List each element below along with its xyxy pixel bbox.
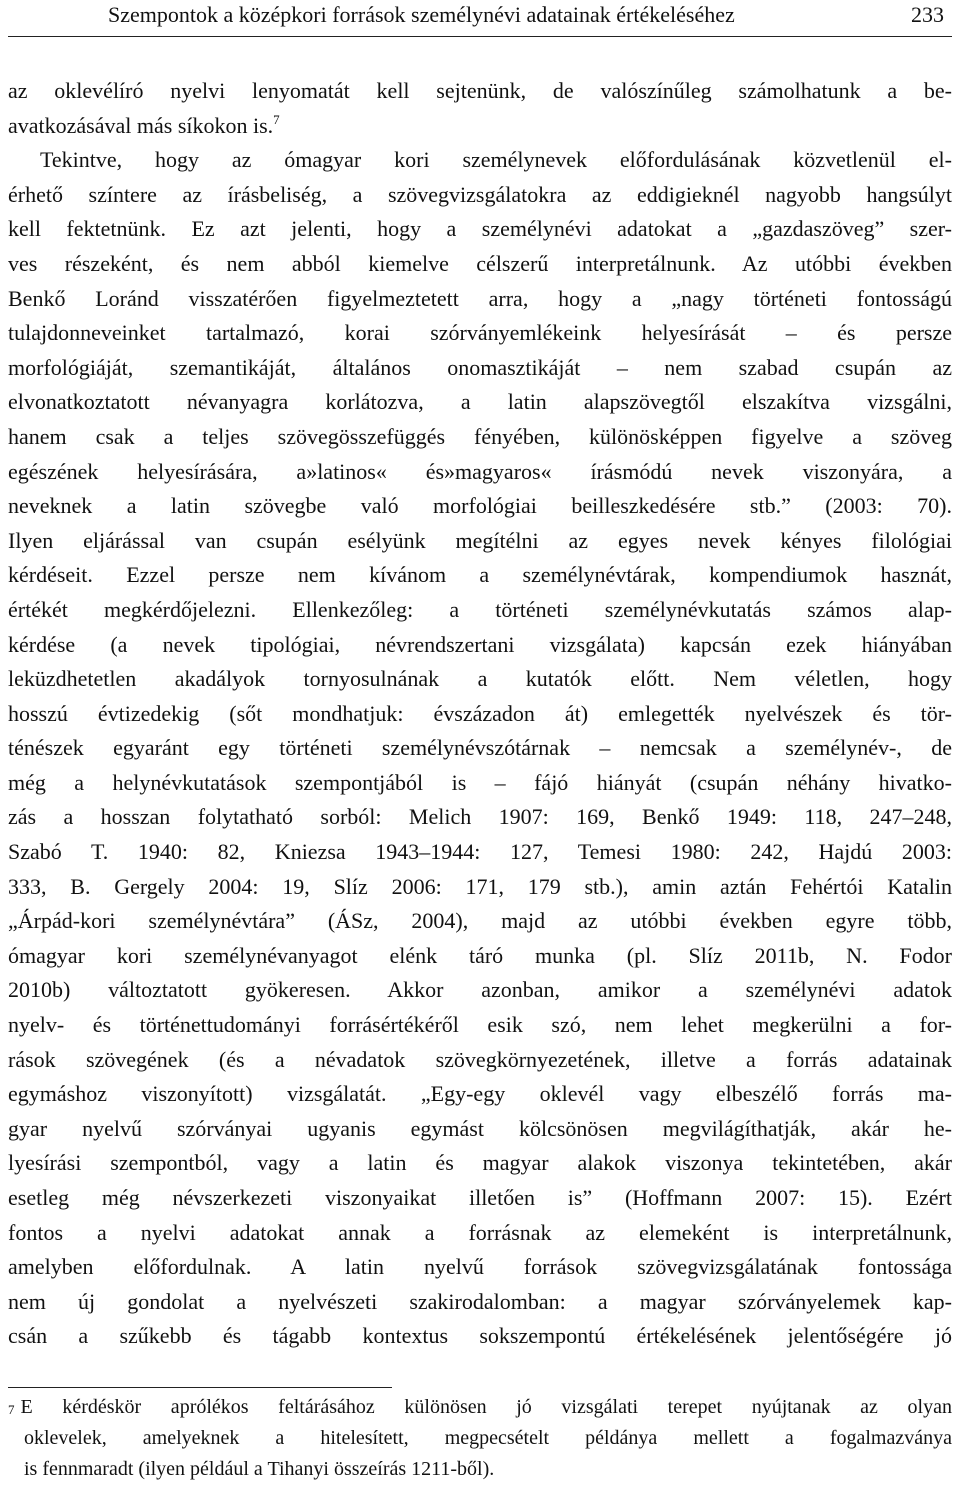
- text-line: gyar nyelvű szórványai ugyanis egymást kölcsönösen megvilágíthatják, akár he-: [8, 1115, 952, 1141]
- running-header: [8, 0, 952, 38]
- footnote-reference: 7: [273, 111, 280, 127]
- text-line: [8, 109, 952, 144]
- text-line: „Árpád-kori személynévtára” (ÁSz, 2004), majd az utóbbi években egyre több,: [8, 908, 952, 934]
- text-line: fontos a nyelvi adatokat annak a forrásnak az elemeként is interpretálnunk,: [8, 1219, 952, 1245]
- text-line: érhető színtere az írásbeliség, a szövegvizsgálatokra az eddigieknél nagyobb hangsúlyt: [8, 181, 952, 207]
- footnote-line: oklevelek, amelyeknek a hitelesített, megpecsételt példánya mellett a fogalmazványa: [24, 1427, 952, 1449]
- footnote-line-content: E kérdéskör aprólékos feltárásához különösen jó vizsgálati terepet nyújtanak az olyan: [20, 1396, 952, 1418]
- text-line: ves részeként, és nem abból kiemelve célszerű interpretálnunk. Az utóbbi években: [8, 250, 952, 276]
- running-title: Szempontok a középkori források személynévi adatainak értékeléséhez: [108, 2, 735, 27]
- text-line: rások szövegének (és a névadatok szövegkörnyezetének, illetve a forrás adatainak: [8, 1046, 952, 1072]
- body-text: [8, 74, 952, 1354]
- text-line: az oklevélíró nyelvi lenyomatát kell sejtenünk, de valószínűleg számolhatunk a be-: [8, 78, 952, 103]
- text-line: kell fektetnünk. Ez azt jelenti, hogy a személynévi adatokat a „gazdaszöveg” szer-: [8, 216, 952, 242]
- text-line: kérdéseit. Ezzel persze nem kívánom a személynévtárak, kompendiumok hasznát,: [8, 562, 952, 588]
- text-line: Tekintve, hogy az ómagyar kori személynevek előfordulásának közvetlenül el-: [40, 147, 952, 173]
- text-line: hanem csak a teljes szövegösszefüggés fényében, különösképpen figyelve a szöveg: [8, 423, 952, 449]
- text-line: zás a hosszan folytatható sorból: Melich 1907: 169, Benkő 1949: 118, 247–248,: [8, 804, 952, 830]
- text-line-content: avatkozásával más síkokon is.: [8, 112, 274, 138]
- header-rule: [8, 36, 952, 37]
- text-line: amelyben előfordulnak. A latin nyelvű források szövegvizsgálatának fontossága: [8, 1254, 952, 1280]
- text-line: 2010b) változtatott gyökeresen. Akkor azonban, amikor a személynévi adatok: [8, 977, 952, 1003]
- text-line: hosszú évtizedekig (sőt mondhatjuk: évszázadon át) emlegették nyelvészek és tör-: [8, 700, 952, 726]
- text-line: nyelv- és történettudományi forrásértékéről esik szó, nem lehet megkerülni a for-: [8, 1012, 952, 1038]
- text-line: elvonatkoztatott névanyagra korlátozva, a latin alapszövegtől elszakítva vizsgálni,: [8, 389, 952, 415]
- text-line: esetleg még névszerkezeti viszonyaikat illetően is” (Hoffmann 2007: 15). Ezért: [8, 1185, 952, 1210]
- page-number: 233: [911, 2, 944, 27]
- text-line: még a helynévkutatások szempontjából is – fájó hiányát (csupán néhány hivatko-: [8, 769, 952, 795]
- footnote-line: is fennmaradt (ilyen például a Tihanyi összeírás 1211-ből).: [24, 1458, 495, 1480]
- text-line: Szabó T. 1940: 82, Kniezsa 1943–1944: 127, Temesi 1980: 242, Hajdú 2003:: [8, 839, 952, 865]
- text-line: egészének helyesírására, a»latinos« és»magyaros« írásmódú nevek viszonyára, a: [8, 458, 952, 484]
- text-line: nem új gondolat a nyelvészeti szakirodalomban: a magyar szórványelemek kap-: [8, 1288, 952, 1314]
- text-line: tulajdonneveinket tartalmazó, korai szórványemlékeink helyesírását – és persze: [8, 320, 952, 346]
- text-line: ténészek egyaránt egy történeti személynévszótárnak – nemcsak a személynév-, de: [8, 735, 952, 761]
- text-line: 333, B. Gergely 2004: 19, Slíz 2006: 171, 179 stb.), amin aztán Fehértói Katalin: [8, 873, 952, 899]
- text-line: lyesírási szempontból, vagy a latin és magyar alakok viszonya tekintetében, akár: [8, 1150, 952, 1176]
- text-line: egymáshoz viszonyított) vizsgálatát. „Egy-egy oklevél vagy elbeszélő forrás ma-: [8, 1081, 952, 1107]
- text-line: leküzdhetetlen akadályok tornyosulnának a kutatók előtt. Nem véletlen, hogy: [8, 666, 952, 692]
- text-line: értékét megkérdőjelezni. Ellenkezőleg: a történeti személynévkutatás számos alap-: [8, 596, 952, 622]
- footnote: [8, 1392, 952, 1485]
- text-line: neveknek a latin szövegbe való morfológiai beilleszkedésére stb.” (2003: 70).: [8, 493, 952, 519]
- footnote-rule: [8, 1387, 392, 1388]
- footnote-marker: 7: [8, 1402, 15, 1417]
- footnote-line: [8, 1392, 952, 1423]
- text-line: morfológiáját, szemantikáját, általános onomasztikáját – nem szabad csupán az: [8, 354, 952, 380]
- text-line: ómagyar kori személynévanyagot elénk táró munka (pl. Slíz 2011b, N. Fodor: [8, 942, 952, 968]
- text-line: kérdése (a nevek tipológiai, névrendszertani vizsgálata) kapcsán ezek hiányában: [8, 631, 952, 657]
- text-line: Ilyen eljárással van csupán esélyünk megítélni az egyes nevek kényes filológiai: [8, 527, 952, 553]
- text-line: Benkő Loránd visszatérően figyelmeztetett arra, hogy a „nagy történeti fontosságú: [8, 285, 952, 311]
- text-line: csán a szűkebb és tágabb kontextus sokszempontú értékelésének jelentőségére jó: [8, 1323, 952, 1349]
